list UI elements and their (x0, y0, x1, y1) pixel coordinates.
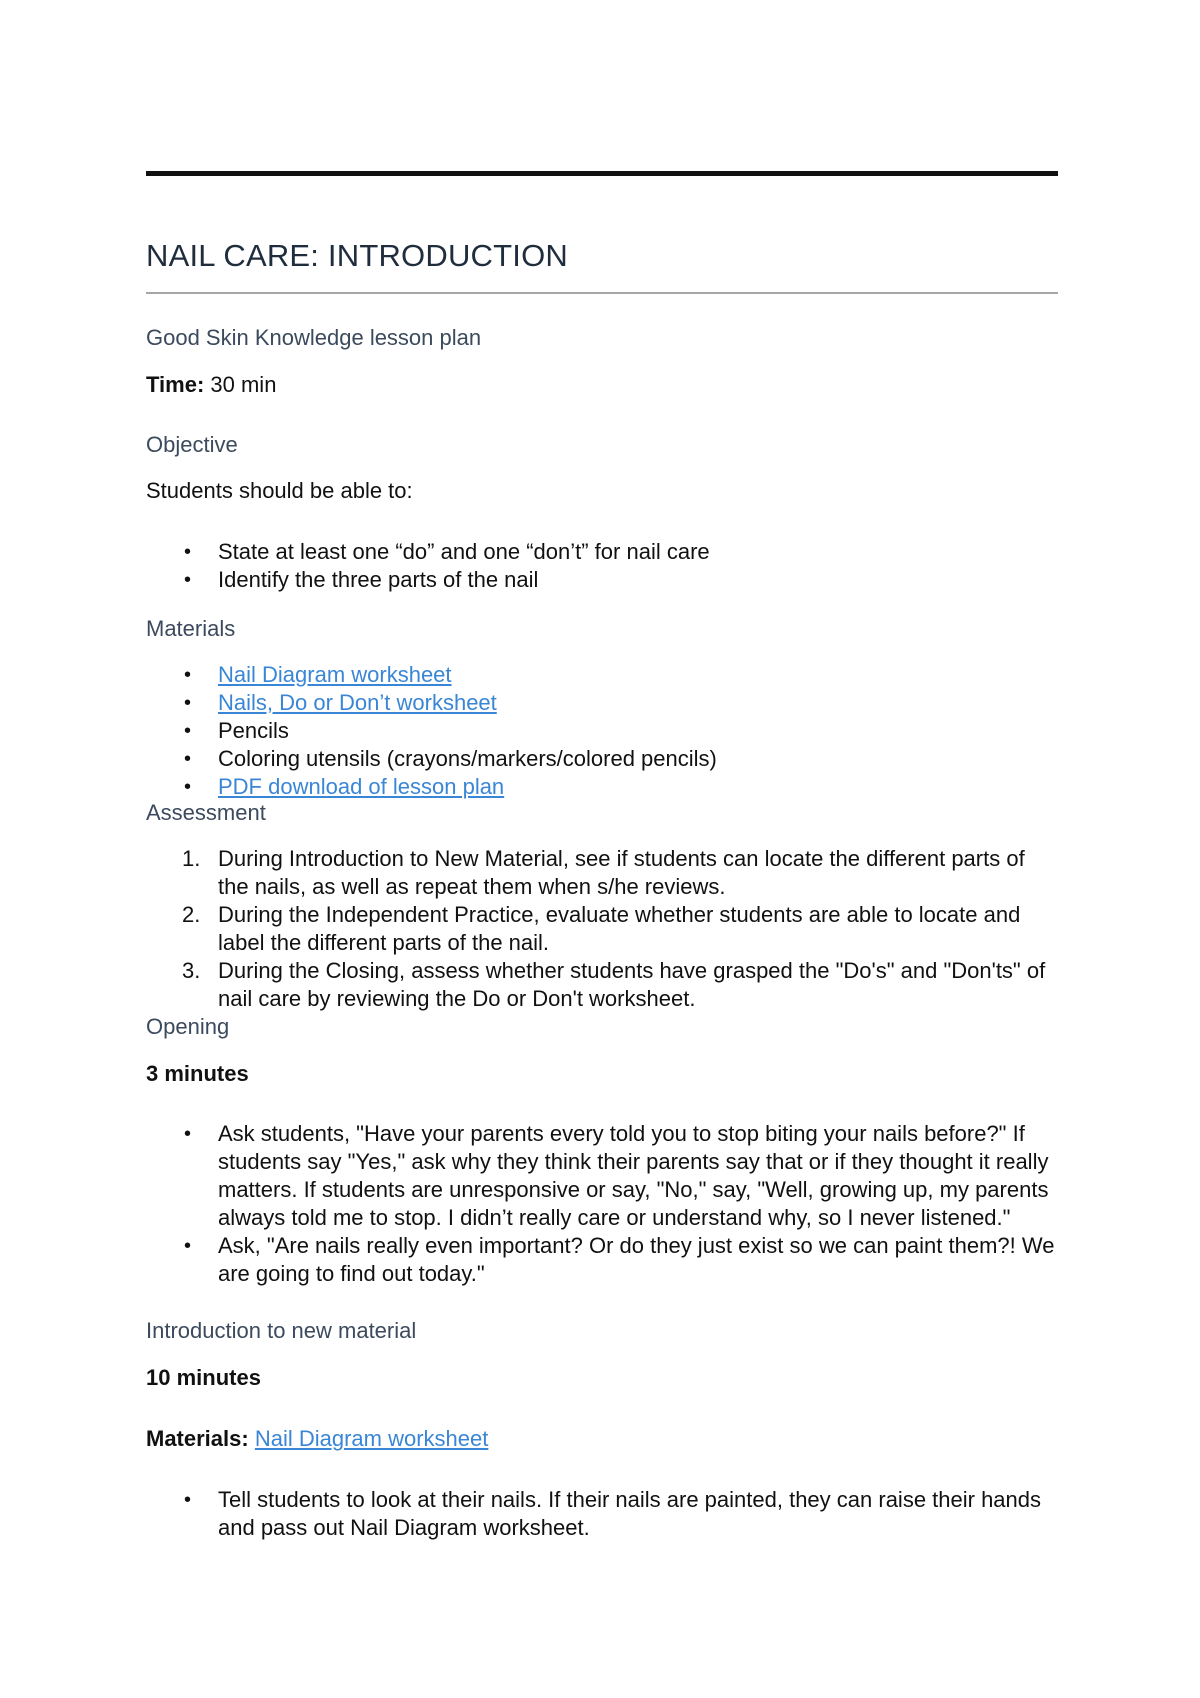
objective-heading: Objective (146, 432, 238, 457)
list-item (146, 957, 1058, 1013)
bullet-icon: • (184, 748, 192, 770)
list-number: 1. (182, 846, 201, 871)
bullet-icon: • (184, 776, 192, 798)
bullet-icon: • (184, 720, 192, 742)
objective-item-text: State at least one “do” and one “don’t” for nail care (218, 539, 710, 564)
list-item (146, 745, 1058, 773)
page-title: NAIL CARE: INTRODUCTION (146, 238, 568, 273)
opening-list (146, 1120, 1058, 1288)
intro-nail-diagram-worksheet-link[interactable]: Nail Diagram worksheet (254, 1426, 489, 1451)
subtitle: Good Skin Knowledge lesson plan (146, 325, 482, 350)
assessment-heading: Assessment (146, 800, 266, 825)
list-item (146, 1232, 1058, 1288)
top-rule (146, 171, 1058, 176)
opening-item-text: Ask students, "Have your parents every told you to stop biting your nails before?" If students say "Yes," ask why they think their parents say that or if they thought it really matters. If students are unresponsive or say, "No," say, "Well, growing up, my parents always told me to stop. I didn’t really care or understand why, so I never listened." (218, 1121, 1049, 1230)
bullet-icon: • (184, 541, 192, 563)
material-item-text: Pencils (218, 718, 289, 743)
list-item (146, 538, 1058, 566)
time-line (146, 371, 1058, 399)
intro-material-heading: Introduction to new material (146, 1318, 417, 1343)
objective-intro: Students should be able to: (146, 478, 413, 503)
materials-list (146, 661, 1058, 801)
intro-material-duration: 10 minutes (146, 1365, 261, 1390)
objective-list (146, 538, 1058, 594)
assessment-item-text: During the Independent Practice, evaluate whether students are able to locate and label the different parts of the nail. (218, 902, 1021, 955)
assessment-item-text: During the Closing, assess whether students have grasped the "Do's" and "Don'ts" of nail care by reviewing the Do or Don't worksheet. (218, 958, 1046, 1011)
material-item-text: Coloring utensils (crayons/markers/colored pencils) (218, 746, 717, 771)
list-number: 2. (182, 902, 201, 927)
opening-item-text: Ask, "Are nails really even important? Or do they just exist so we can paint them?! We are going to find out today." (218, 1233, 1055, 1286)
list-item (146, 661, 1058, 689)
opening-duration: 3 minutes (146, 1061, 249, 1086)
bullet-icon: • (184, 664, 192, 686)
pdf-download-link[interactable]: PDF download of lesson plan (218, 774, 505, 799)
intro-materials-label: Materials: (146, 1426, 249, 1451)
opening-heading: Opening (146, 1014, 230, 1039)
list-number: 3. (182, 958, 201, 983)
nail-diagram-worksheet-link[interactable]: Nail Diagram worksheet (218, 662, 452, 687)
intro-material-list (146, 1486, 1058, 1542)
title-underline (146, 292, 1058, 294)
bullet-icon: • (184, 569, 192, 591)
list-item (146, 845, 1058, 901)
assessment-item-text: During Introduction to New Material, see if students can locate the different parts of the nails, as well as repeat them when s/he reviews. (218, 846, 1025, 899)
list-item (146, 1120, 1058, 1232)
nails-do-or-dont-worksheet-link[interactable]: Nails, Do or Don’t worksheet (218, 690, 497, 715)
bullet-icon: • (184, 1123, 192, 1145)
list-item (146, 689, 1058, 717)
objective-item-text: Identify the three parts of the nail (218, 567, 539, 592)
time-value: 30 min (204, 372, 277, 397)
list-item (146, 717, 1058, 745)
list-item (146, 566, 1058, 594)
bullet-icon: • (184, 1489, 192, 1511)
bullet-icon: • (184, 1235, 192, 1257)
assessment-list (146, 845, 1058, 1013)
bullet-icon: • (184, 692, 192, 714)
list-item (146, 1486, 1058, 1542)
intro-materials-line (146, 1425, 1058, 1453)
list-item (146, 901, 1058, 957)
list-item (146, 773, 1058, 801)
materials-heading: Materials (146, 616, 236, 641)
intro-item-text: Tell students to look at their nails. If their nails are painted, they can raise their hands and pass out Nail Diagram worksheet. (218, 1487, 1042, 1540)
time-label: Time: (146, 372, 205, 397)
